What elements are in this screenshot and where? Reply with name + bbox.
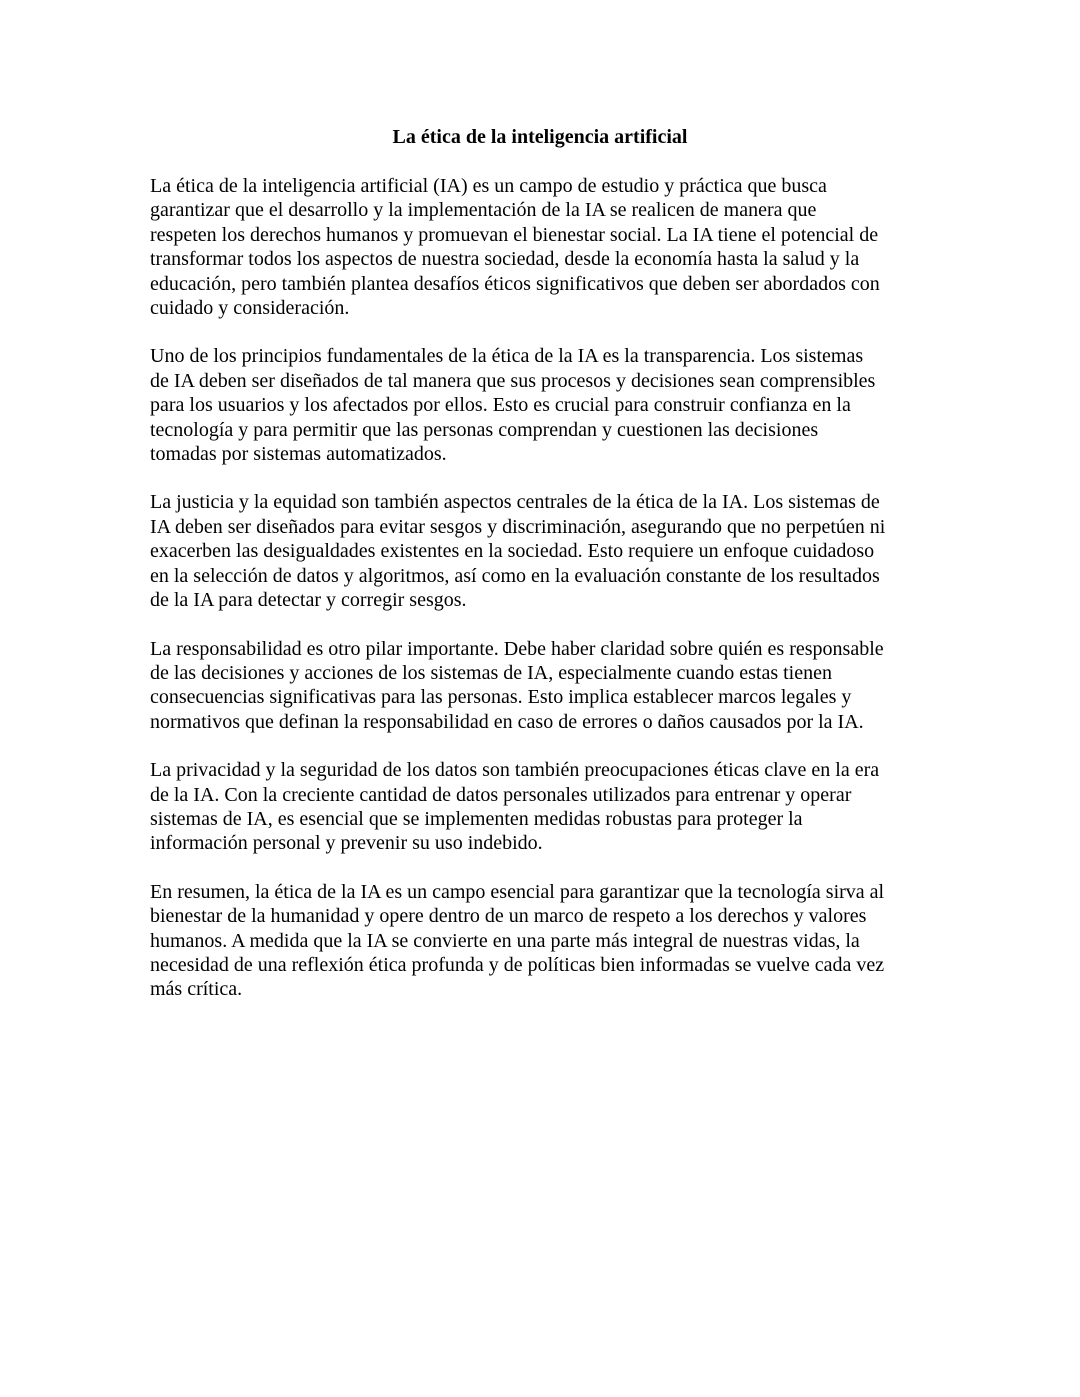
text-line: necesidad de una reflexión ética profunda y de políticas bien informadas se vuelve cada vez [150, 953, 885, 976]
text-line: cuidado y consideración. [150, 297, 350, 320]
text-line: exacerben las desigualdades existentes en la sociedad. Esto requiere un enfoque cuidadoso [150, 540, 875, 563]
text-line: respeten los derechos humanos y promuevan el bienestar social. La IA tiene el potencial de [150, 223, 879, 246]
text-line: tecnología y para permitir que las personas comprendan y cuestionen las decisiones [150, 418, 819, 441]
text-line: de IA deben ser diseñados de tal manera que sus procesos y decisiones sean comprensibles [150, 369, 876, 392]
paragraph-responsibility [150, 637, 940, 735]
text-line: para los usuarios y los afectados por ellos. Esto es crucial para construir confianza en la [150, 394, 851, 417]
text-line: bienestar de la humanidad y opere dentro de un marco de respeto a los derechos y valores [150, 905, 867, 928]
text-line: Uno de los principios fundamentales de la ética de la IA es la transparencia. Los sistemas [150, 345, 864, 368]
text-line: sistemas de IA, es esencial que se implementen medidas robustas para proteger la [150, 807, 803, 830]
text-line: normativos que definan la responsabilidad en caso de errores o daños causados por la IA. [150, 710, 864, 733]
text-line: transformar todos los aspectos de nuestra sociedad, desde la economía hasta la salud y la [150, 248, 860, 271]
text-line: IA deben ser diseñados para evitar sesgos y discriminación, asegurando que no perpetúen ni [150, 515, 886, 538]
text-line: La privacidad y la seguridad de los datos son también preocupaciones éticas clave en la era [150, 759, 880, 782]
paragraph-intro [150, 174, 940, 320]
paragraph-privacy [150, 758, 940, 856]
text-line: tomadas por sistemas automatizados. [150, 443, 447, 466]
document-body [150, 174, 940, 1026]
text-line: de la IA para detectar y corregir sesgos. [150, 589, 467, 612]
text-line: de las decisiones y acciones de los sistemas de IA, especialmente cuando estas tienen [150, 661, 832, 684]
text-line: La justicia y la equidad son también aspectos centrales de la ética de la IA. Los sistemas de [150, 491, 880, 514]
text-line: educación, pero también plantea desafíos éticos significativos que deben ser abordados con [150, 272, 880, 295]
text-line: en la selección de datos y algoritmos, así como en la evaluación constante de los resultados [150, 564, 880, 587]
text-line: información personal y prevenir su uso indebido. [150, 832, 543, 855]
text-line: La ética de la inteligencia artificial (IA) es un campo de estudio y práctica que busca [150, 175, 827, 197]
text-line: La responsabilidad es otro pilar importante. Debe haber claridad sobre quién es responsable [150, 637, 884, 660]
text-line: En resumen, la ética de la IA es un campo esencial para garantizar que la tecnología sirva al [150, 880, 885, 903]
text-line: más crítica. [150, 978, 243, 1001]
text-line: garantizar que el desarrollo y la implementación de la IA se realicen de manera que [150, 199, 817, 222]
paragraph-transparency [150, 344, 940, 466]
document-title: La ética de la inteligencia artificial [392, 126, 688, 148]
text-line: consecuencias significativas para las personas. Esto implica establecer marcos legales y [150, 686, 852, 709]
text-line: humanos. A medida que la IA se convierte en una parte más integral de nuestras vidas, la [150, 929, 860, 952]
paragraph-justice [150, 490, 940, 612]
text-line: de la IA. Con la creciente cantidad de datos personales utilizados para entrenar y operar [150, 783, 852, 806]
paragraph-summary [150, 880, 940, 1002]
